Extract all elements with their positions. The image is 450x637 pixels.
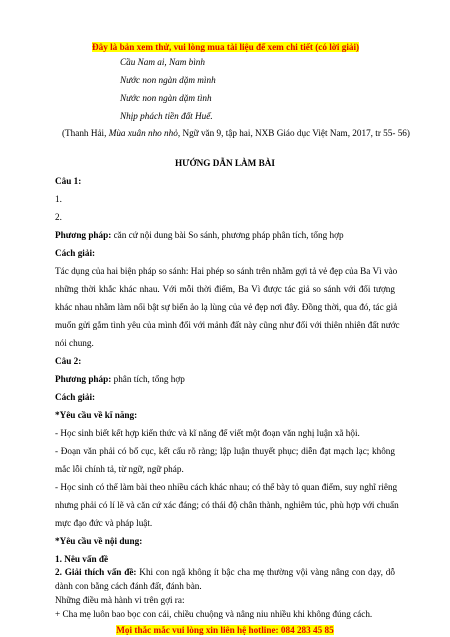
q2-skills-line-4: - Học sinh có thể làm bài theo nhiều cách khác nhau; có thể bày tỏ quan điểm, suy nghĩ riêng [55,482,398,492]
q2-point-2-text: Khi con ngã không ít bậc cha mẹ thường vội vàng nâng con dạy, dỗ [136,567,395,577]
q2-method-text: phân tích, tổng hợp [111,374,185,384]
q2-content-title: *Yêu cầu về nội dung: [55,536,143,546]
poem-line-3: Nước non ngàn dặm tình [120,93,212,103]
citation-prefix: (Thanh Hải, [62,128,109,138]
q2-skills-line-1: - Học sinh biết kết hợp kiến thức và kĩ năng để viết một đoạn văn nghị luận xã hội. [55,428,360,438]
q2-point-2 [55,566,395,578]
poem-line-1: Cầu Nam ai, Nam bình [120,57,205,67]
q2-after-line-1: Những điều mà hành vi trên gợi ra: [55,595,185,605]
poem-line-2: Nước non ngàn dặm mình [120,75,216,85]
q2-skills-line-6: mực đạo đức và pháp luật. [55,518,153,528]
header-notice-text: Đây là bản xem thử, vui lòng mua tài liệu để xem chi tiết (có lời giải) [92,42,360,52]
q1-para-line-4: muốn gửi gắm tình yêu của mình đối với mảnh đất này cũng như đối với thiên nhiên đất nước [55,320,400,330]
q2-skills-line-5: nhưng phải có lí lẽ và căn cứ xác đáng; có thái độ chân thành, nghiêm túc, phù hợp với chuẩn [55,500,399,510]
footer-notice [0,624,450,636]
section-title: HƯỚNG DẪN LÀM BÀI [175,158,275,168]
citation-work: Mùa xuân nho nhỏ [108,128,178,138]
q1-item-1: 1. [55,194,62,204]
q1-title: Câu 1: [55,176,82,186]
q1-solution-label: Cách giải: [55,248,96,258]
header-notice [92,41,359,53]
q2-method-label: Phương pháp: [55,374,112,384]
q1-para-line-2: những thời khắc khác nhau. Với mỗi thời điểm, Ba Vì được tác giả so sánh với đối tượng [55,284,395,294]
q1-para-line-5: nói chung. [55,338,94,348]
q2-solution-label: Cách giải: [55,392,96,402]
q1-method-label: Phương pháp: [55,230,112,240]
q2-point-1: 1. Nêu vấn đề [55,554,109,564]
q2-point-2-label: 2. Giải thích vấn đề: [55,567,137,577]
q1-item-2: 2. [55,212,62,222]
q2-skills-title: *Yêu cầu về kĩ năng: [55,410,138,420]
poem-line-4: Nhịp phách tiền đất Huế. [120,111,213,121]
q2-after-line-2: + Cha mẹ luôn bao bọc con cái, chiều chuộng và nâng niu nhiều khi không đúng cách. [55,609,373,619]
footer-notice-text: Mọi thắc mắc vui lòng xin liên hệ hotline: 084 283 45 85 [116,625,334,635]
q2-title: Câu 2: [55,356,82,366]
citation-suffix: , Ngữ văn 9, tập hai, NXB Giáo dục Việt Nam, 2017, tr 55- 56) [177,128,410,138]
q1-method-text: căn cứ nội dung bài So sánh, phương pháp phân tích, tổng hợp [111,230,344,240]
q2-point-2-line-2: dành con bằng cách đánh đất, đánh bàn. [55,581,202,591]
q2-skills-line-2: - Đoạn văn phải có bố cục, kết cấu rõ ràng; lập luận thuyết phục; diễn đạt mạch lạc; không [55,446,395,456]
q2-method [55,373,185,385]
q2-skills-line-3: mắc lỗi chính tả, từ ngữ, ngữ pháp. [55,464,184,474]
q1-para-line-1: Tác dụng của hai biện pháp so sánh: Hai phép so sánh trên nhằm gợi tả vẻ đẹp của Ba Vì vào [55,266,398,276]
q1-method [55,229,344,241]
poem-citation [62,127,410,139]
q1-para-line-3: khác nhau nhằm làm nổi bật sự biến ảo lạ lùng của vẻ đẹp nơi đây. Đồng thời, qua đó, tác giả [55,302,398,312]
